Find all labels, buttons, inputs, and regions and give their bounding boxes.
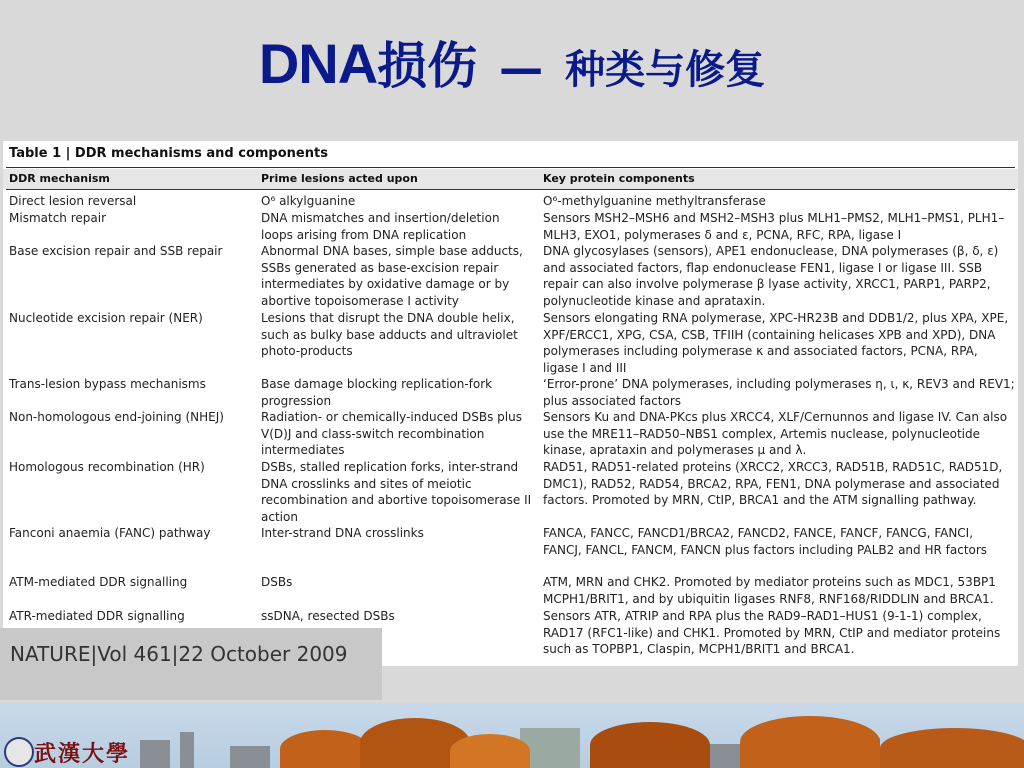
slide-title-dash: — <box>499 43 544 94</box>
cell-proteins: DNA glycosylases (sensors), APE1 endonuclease, DNA polymerases (β, δ, ε) and associated factors, flap endonuclease FEN1, ligase I or ligase III. SSB repair can also involve polymerase β lyase activity, XRCC1, PARP1, PARP2, polynucleotide kinase and aprataxin. <box>543 244 999 308</box>
cell-mechanism: Homologous recombination (HR) <box>9 460 205 474</box>
cell-proteins: Sensors Ku and DNA-PKcs plus XRCC4, XLF/Cernunnos and ligase IV. Can also use the MRE11–RAD50–NBS1 complex, Artemis nuclease, polynucleotide kinase, aprataxin and polymerases μ and λ. <box>543 410 1008 457</box>
cell-proteins: ATM, MRN and CHK2. Promoted by mediator proteins such as MDC1, 53BP1 MCPH1/BRIT1, and by ubiquitin ligases RNF8, RNF168/RIDDLIN and BRCA1. <box>543 575 996 606</box>
header-mechanism: DDR mechanism <box>9 172 110 185</box>
cell-proteins: FANCA, FANCC, FANCD1/BRCA2, FANCD2, FANCE, FANCF, FANCG, FANCI, FANCJ, FANCL, FANCM, FANCN plus factors including PALB2 and HR factors <box>543 526 988 557</box>
cell-lesions: O⁶ alkylguanine <box>261 194 356 208</box>
slide-title <box>0 26 1024 98</box>
citation-box <box>0 628 382 700</box>
cell-proteins: Sensors MSH2–MSH6 and MSH2–MSH3 plus MLH1–PMS2, MLH1–PMS1, PLH1–MLH3, EXO1, polymerases δ and ε, PCNA, RFC, RPA, ligase I <box>543 211 1005 242</box>
cell-lesions: DSBs, stalled replication forks, inter-strand DNA crosslinks and sites of meiotic recombination and abortive topoisomerase II action <box>261 460 532 524</box>
slide-subtitle: 种类与修复 <box>565 47 766 93</box>
cell-mechanism: Nucleotide excision repair (NER) <box>9 311 203 325</box>
header-proteins: Key protein components <box>543 172 695 185</box>
slide-title-damage: 损伤 <box>377 37 478 95</box>
cell-lesions: DSBs <box>261 575 293 589</box>
university-logo-text: 武漢大學 <box>34 741 131 767</box>
cell-proteins: Sensors elongating RNA polymerase, XPC-HR23B and DDB1/2, plus XPA, XPE, XPF/ERCC1, XPG, CSA, CSB, TFIIH (containing helicases XPB and XPD), DNA polymerases including polymerase κ and associated factors, PCNA, RPA, ligase I and III <box>543 311 1009 375</box>
table-header-rule <box>6 189 1015 190</box>
cell-mechanism: Fanconi anaemia (FANC) pathway <box>9 526 211 540</box>
cell-mechanism: Mismatch repair <box>9 211 106 225</box>
footer-campus-banner <box>0 703 1024 768</box>
cell-lesions: ssDNA, resected DSBs <box>261 609 395 623</box>
table-header-row <box>3 169 1018 189</box>
cell-mechanism: Base excision repair and SSB repair <box>9 244 223 258</box>
university-seal-icon <box>4 737 34 767</box>
cell-lesions: Base damage blocking replication-fork progression <box>261 377 493 408</box>
journal-citation: NATURE|Vol 461|22 October 2009 <box>10 642 348 666</box>
cell-mechanism: ATM-mediated DDR signalling <box>9 575 188 589</box>
cell-lesions: Lesions that disrupt the DNA double helix, such as bulky base adducts and ultraviolet photo-products <box>261 311 518 358</box>
header-lesions: Prime lesions acted upon <box>261 172 418 185</box>
slide-title-dna: DNA <box>258 32 378 95</box>
cell-mechanism: Direct lesion reversal <box>9 194 137 208</box>
table-caption: Table 1 | DDR mechanisms and components <box>9 146 328 161</box>
cell-proteins: Sensors ATR, ATRIP and RPA plus the RAD9–RAD1–HUS1 (9-1-1) complex, RAD17 (RFC1-like) and CHK1. Promoted by MRN, CtIP and mediator proteins such as TOPBP1, Claspin, MCPH1/BRIT1 and BRCA1. <box>543 609 1001 656</box>
cell-proteins: ‘Error-prone’ DNA polymerases, including polymerases η, ι, κ, REV3 and REV1; plus associated factors <box>543 377 1015 408</box>
cell-lesions: Radiation- or chemically-induced DSBs plus V(D)J and class-switch recombination intermediates <box>261 410 522 457</box>
ddr-table <box>3 141 1018 666</box>
cell-lesions: Abnormal DNA bases, simple base adducts, SSBs generated as base-excision repair intermediates by oxidative damage or by abortive topoisomerase I activity <box>261 244 523 308</box>
cell-lesions: DNA mismatches and insertion/deletion loops arising from DNA replication <box>261 211 500 242</box>
cell-lesions: Inter-strand DNA crosslinks <box>261 526 424 540</box>
cell-proteins: RAD51, RAD51-related proteins (XRCC2, XRCC3, RAD51B, RAD51C, RAD51D, DMC1), RAD52, RAD54, BRCA2, RPA, FEN1, DNA polymerase and associated factors. Promoted by MRN, CtIP, BRCA1 and the ATM signalling pathway. <box>543 460 1003 507</box>
table-top-rule <box>6 167 1015 168</box>
cell-mechanism: Trans-lesion bypass mechanisms <box>9 377 206 391</box>
cell-mechanism: ATR-mediated DDR signalling <box>9 609 185 623</box>
cell-mechanism: Non-homologous end-joining (NHEJ) <box>9 410 224 424</box>
cell-proteins: O⁶-methylguanine methyltransferase <box>543 194 766 208</box>
